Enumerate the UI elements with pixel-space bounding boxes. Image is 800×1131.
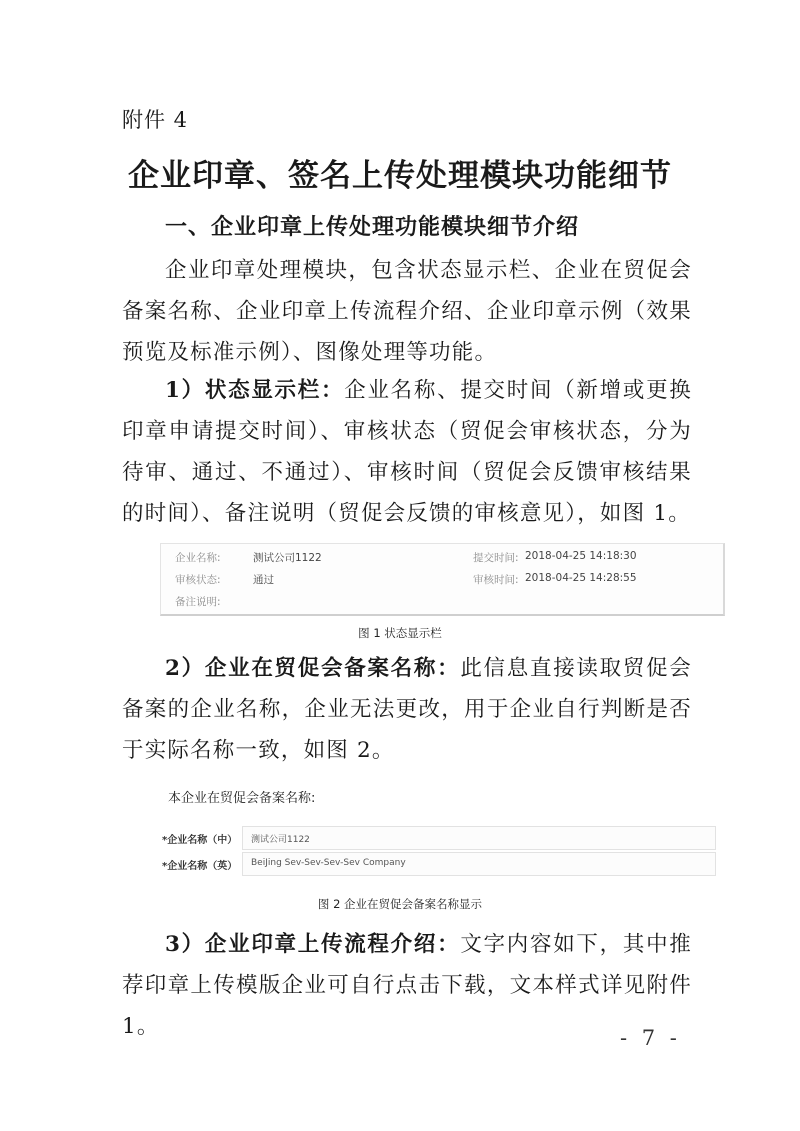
- company-name-cn-row: [158, 826, 718, 850]
- company-name-cn-value: 测试公司1122: [251, 835, 310, 845]
- note-label: 备注说明:: [175, 596, 221, 608]
- company-name-en-label: *企业名称（英）: [162, 861, 238, 872]
- item2-paragraph: [122, 648, 692, 771]
- item3-paragraph: [122, 924, 692, 1047]
- review-status-value: 通过: [253, 574, 274, 586]
- page-number: - 7 -: [620, 1026, 681, 1050]
- item1-label: 1）状态显示栏：: [165, 378, 345, 403]
- registered-name-heading: 本企业在贸促会备案名称:: [168, 791, 316, 806]
- company-value: 测试公司1122: [253, 552, 322, 564]
- status-bar-figure: [160, 543, 725, 616]
- attachment-label: 附件 4: [122, 108, 189, 132]
- item1-paragraph: [122, 370, 692, 534]
- review-time-label: 审核时间:: [473, 574, 519, 586]
- submit-time-label: 提交时间:: [473, 552, 519, 564]
- figure2-caption: 图 2 企业在贸促会备案名称显示: [317, 897, 483, 911]
- company-label: 企业名称:: [175, 552, 221, 564]
- item1-text: 企业名称、提交时间（新增或更换印章申请提交时间）、审核状态（贸促会审核状态，分为待审、通过、不通过）、审核时间（贸促会反馈审核结果的时间）、备注说明（贸促会反馈的审核意见），如图 1。: [122, 378, 692, 526]
- submit-time-value: 2018-04-25 14:18:30: [525, 550, 637, 562]
- status-row-company: [161, 550, 723, 568]
- item3-text: 文字内容如下，其中推荐印章上传模版企业可自行点击下载，文本样式详见附件 1。: [122, 932, 692, 1039]
- item3-label: 3）企业印章上传流程介绍：: [165, 932, 461, 957]
- company-name-cn-field: [242, 826, 716, 850]
- company-name-en-value: BeiJing Sev-Sev-Sev-Sev Company: [251, 858, 406, 868]
- company-name-en-row: [158, 852, 718, 876]
- review-status-label: 审核状态:: [175, 574, 221, 586]
- page-title: 企业印章、签名上传处理模块功能细节: [128, 158, 672, 194]
- figure1-caption: 图 1 状态显示栏: [358, 626, 442, 640]
- section-heading: 一、企业印章上传处理功能模块细节介绍: [165, 214, 580, 240]
- status-row-note: [161, 594, 723, 612]
- intro-paragraph: 企业印章处理模块，包含状态显示栏、企业在贸促会备案名称、企业印章上传流程介绍、企业印章示例（效果预览及标准示例）、图像处理等功能。: [122, 258, 692, 365]
- status-row-review: [161, 572, 723, 590]
- review-time-value: 2018-04-25 14:28:55: [525, 572, 637, 584]
- item2-text: 此信息直接读取贸促会备案的企业名称，企业无法更改，用于企业自行判断是否于实际名称一致，如图 2。: [122, 656, 692, 763]
- company-name-cn-label: *企业名称（中）: [162, 835, 238, 846]
- item2-label: 2）企业在贸促会备案名称：: [165, 656, 461, 681]
- company-name-en-field: [242, 852, 716, 876]
